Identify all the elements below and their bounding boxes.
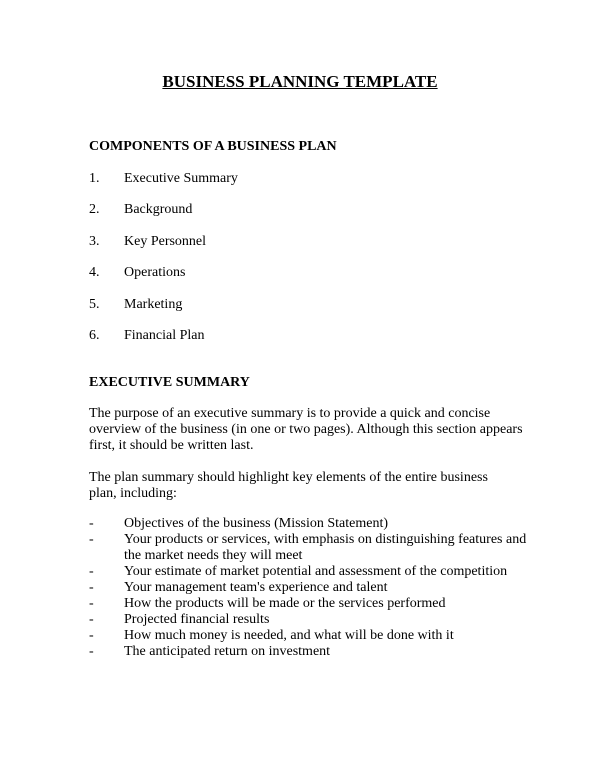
executive-summary-heading: EXECUTIVE SUMMARY: [89, 375, 250, 390]
list-item-text: Your estimate of market potential and assessment of the competition: [124, 564, 508, 579]
bullet-dash: -: [89, 516, 94, 531]
plan-summary-paragraph: The plan summary should highlight key elements of the entire business plan, including:: [89, 470, 488, 501]
list-item-label: Operations: [124, 265, 186, 281]
list-item: [89, 628, 544, 644]
list-item-number: 4.: [89, 265, 100, 281]
list-item-label: Key Personnel: [124, 233, 207, 249]
list-item-text: Your management team's experience and talent: [124, 580, 388, 595]
list-item: [89, 580, 544, 596]
bullet-dash: -: [89, 532, 94, 547]
list-item-label: Financial Plan: [124, 327, 205, 343]
list-item: [89, 564, 544, 580]
components-heading: COMPONENTS OF A BUSINESS PLAN: [89, 139, 337, 154]
bullet-dash: -: [89, 580, 94, 595]
list-item-label: Marketing: [124, 296, 183, 312]
list-item: [89, 644, 544, 660]
list-item: [89, 516, 544, 532]
list-item-number: 2.: [89, 202, 100, 218]
list-item: [89, 596, 544, 612]
list-item-number: 3.: [89, 233, 100, 249]
list-item-text: How the products will be made or the services performed: [124, 596, 446, 611]
document-title: BUSINESS PLANNING TEMPLATE: [162, 72, 438, 91]
bullet-dash: -: [89, 644, 94, 659]
list-item-label: Executive Summary: [124, 171, 238, 186]
list-item-text: Projected financial results: [124, 612, 270, 627]
key-elements-list: [89, 516, 544, 660]
list-item-number: 5.: [89, 296, 100, 312]
executive-summary-paragraph: The purpose of an executive summary is to provide a quick and concise overview of the business (in one or two pages). Although this section appears first, it should be written last.: [89, 406, 523, 453]
bullet-dash: -: [89, 612, 94, 627]
list-item-number: 6.: [89, 327, 100, 343]
list-item-label: Background: [124, 202, 193, 218]
list-item: [89, 532, 544, 564]
list-item: [89, 612, 544, 628]
bullet-dash: -: [89, 564, 94, 579]
list-item-text: How much money is needed, and what will be done with it: [124, 628, 454, 643]
list-item-text: The anticipated return on investment: [124, 644, 331, 659]
list-item-text: Your products or services, with emphasis on distinguishing features and the market needs they will meet: [124, 532, 527, 563]
bullet-dash: -: [89, 596, 94, 611]
list-item-text: Objectives of the business (Mission Statement): [124, 516, 389, 531]
list-item-number: 1.: [89, 171, 100, 186]
bullet-dash: -: [89, 628, 94, 643]
